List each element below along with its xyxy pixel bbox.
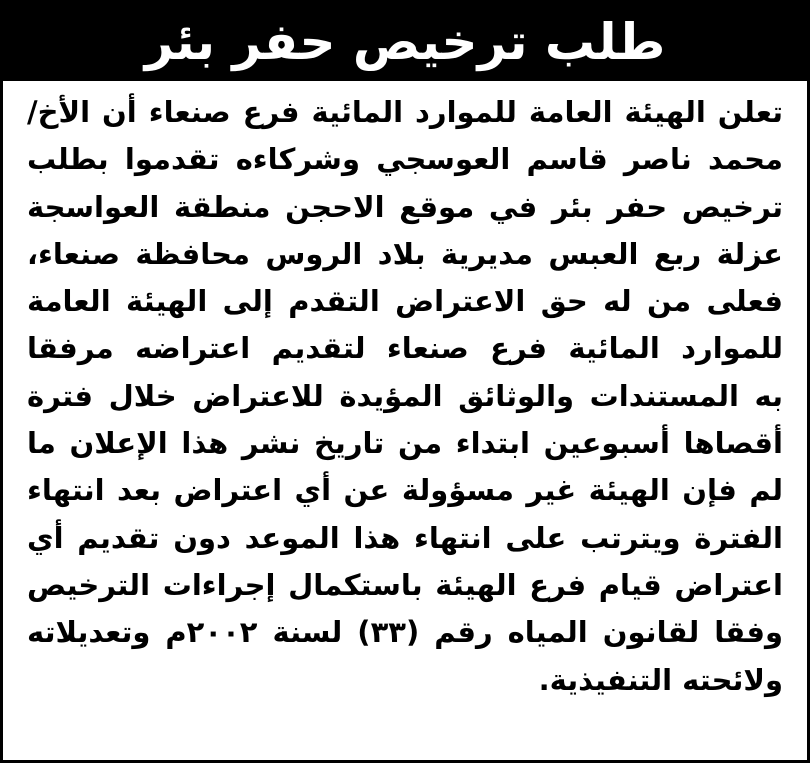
- notice-line: ترخيص حفر بئر في موقع الاحجن منطقة العواسجة: [27, 189, 783, 224]
- notice-line: لم فإن الهيئة غير مسؤولة عن أي اعتراض بعد انتهاء: [27, 473, 783, 508]
- notice-line: فعلى من له حق الاعتراض التقدم إلى الهيئة العامة: [27, 284, 783, 319]
- notice-title: طلب ترخيص حفر بئر: [144, 13, 666, 71]
- notice-line: تعلن الهيئة العامة للموارد المائية فرع صنعاء أن الأخ/: [27, 95, 783, 129]
- notice-line: عزلة ربع العبس مديرية بلاد الروس محافظة صنعاء،: [27, 236, 783, 271]
- notice-line: اعتراض قيام فرع الهيئة باستكمال إجراءات الترخيص: [27, 567, 783, 602]
- notice-line: الفترة ويترتب على انتهاء هذا الموعد دون تقديم أي: [27, 520, 783, 555]
- notice-line: وفقا لقانون المياه رقم (٣٣) لسنة ٢٠٠٢م وتعديلاته: [27, 615, 783, 650]
- notice-line: محمد ناصر قاسم العوسجي وشركاءه تقدموا بطلب: [27, 142, 783, 177]
- notice-line: أقصاها أسبوعين ابتداء من تاريخ نشر هذا الإعلان ما: [27, 426, 783, 461]
- notice-header: [3, 3, 807, 81]
- notice-line: للموارد المائية فرع صنعاء لتقديم اعتراضه مرفقا: [27, 331, 783, 366]
- notice-line: به المستندات والوثائق المؤيدة للاعتراض خلال فترة: [27, 378, 783, 413]
- notice-body: [27, 89, 783, 704]
- notice-line-last: ولائحته التنفيذية.: [538, 662, 783, 697]
